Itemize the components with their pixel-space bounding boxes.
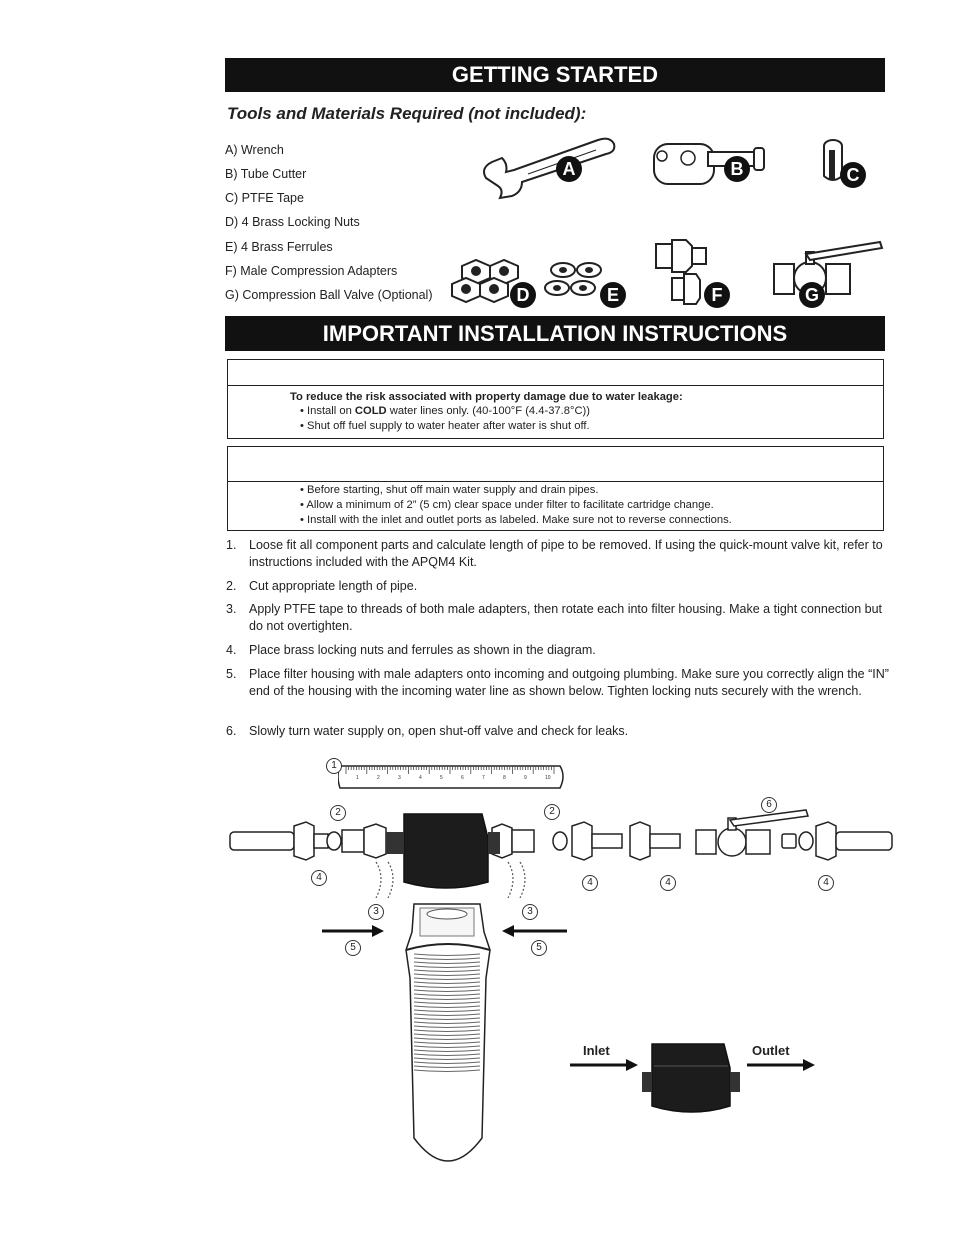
callout-4: 4 (818, 875, 834, 891)
outlet-label: Outlet (752, 1043, 790, 1058)
callout-5: 5 (531, 940, 547, 956)
filter-housing-icon (400, 898, 495, 1178)
ruler-tick-label: 4 (419, 775, 422, 781)
male-adapters-icon (652, 238, 712, 306)
callout-6: 6 (761, 797, 777, 813)
badge-d: D (510, 282, 536, 308)
ruler-tick-label: 1 (356, 775, 359, 781)
tool-item: C) PTFE Tape (225, 191, 304, 205)
callout-5: 5 (345, 940, 361, 956)
wrench-icon (478, 130, 623, 205)
warning-line: • Before starting, shut off main water supply and drain pipes. (300, 484, 599, 496)
callout-1: 1 (326, 758, 342, 774)
ruler-tick-label: 3 (398, 775, 401, 781)
getting-started-banner: GETTING STARTED (225, 58, 885, 92)
badge-a: A (556, 156, 582, 182)
callout-4: 4 (660, 875, 676, 891)
warning-line: • Allow a minimum of 2” (5 cm) clear space under filter to facilitate cartridge change. (300, 499, 714, 511)
tool-item: E) 4 Brass Ferrules (225, 240, 333, 254)
ruler-tick-label: 7 (482, 775, 485, 781)
outlet-arrow-icon (747, 1058, 817, 1072)
inlet-arrow-icon (570, 1058, 640, 1072)
ruler-icon (338, 764, 568, 790)
warning-line: • Install with the inlet and outlet ports as labeled. Make sure not to reverse connections. (300, 514, 732, 526)
badge-b: B (724, 156, 750, 182)
tool-item: G) Compression Ball Valve (Optional) (225, 288, 433, 302)
ruler-tick-label: 2 (377, 775, 380, 781)
callout-2: 2 (544, 804, 560, 820)
callout-4: 4 (311, 870, 327, 886)
tool-item: B) Tube Cutter (225, 167, 307, 181)
ruler-tick-label: 5 (440, 775, 443, 781)
warning-line-fuel: • Shut off fuel supply to water heater after water is shut off. (300, 420, 590, 432)
badge-c: C (840, 162, 866, 188)
tube-cutter-icon (648, 136, 768, 191)
important-banner: IMPORTANT INSTALLATION INSTRUCTIONS (225, 316, 885, 351)
callout-4: 4 (582, 875, 598, 891)
direction-arrows-icon (322, 924, 572, 938)
ruler-tick-label: 9 (524, 775, 527, 781)
callout-3: 3 (368, 904, 384, 920)
warning-lead: To reduce the risk associated with property damage due to water leakage: (290, 391, 683, 403)
tools-heading: Tools and Materials Required (not included): (227, 104, 587, 123)
tool-item: A) Wrench (225, 143, 284, 157)
filter-head-icon (640, 1038, 744, 1116)
callout-2: 2 (330, 805, 346, 821)
badge-f: F (704, 282, 730, 308)
plumbing-assembly-icon (226, 808, 896, 898)
warning-header (228, 447, 883, 482)
inlet-label: Inlet (583, 1043, 610, 1058)
ruler-tick-label: 10 (545, 775, 551, 781)
callout-3: 3 (522, 904, 538, 920)
tool-item: D) 4 Brass Locking Nuts (225, 215, 360, 229)
warning-header (228, 360, 883, 386)
ball-valve-icon (770, 240, 885, 302)
badge-e: E (600, 282, 626, 308)
badge-g: G (799, 282, 825, 308)
tool-item: F) Male Compression Adapters (225, 264, 398, 278)
ruler-tick-label: 8 (503, 775, 506, 781)
ruler-tick-label: 6 (461, 775, 464, 781)
warning-line-cold: • Install on COLD water lines only. (40-100°F (4.4-37.8°C)) (300, 405, 590, 417)
